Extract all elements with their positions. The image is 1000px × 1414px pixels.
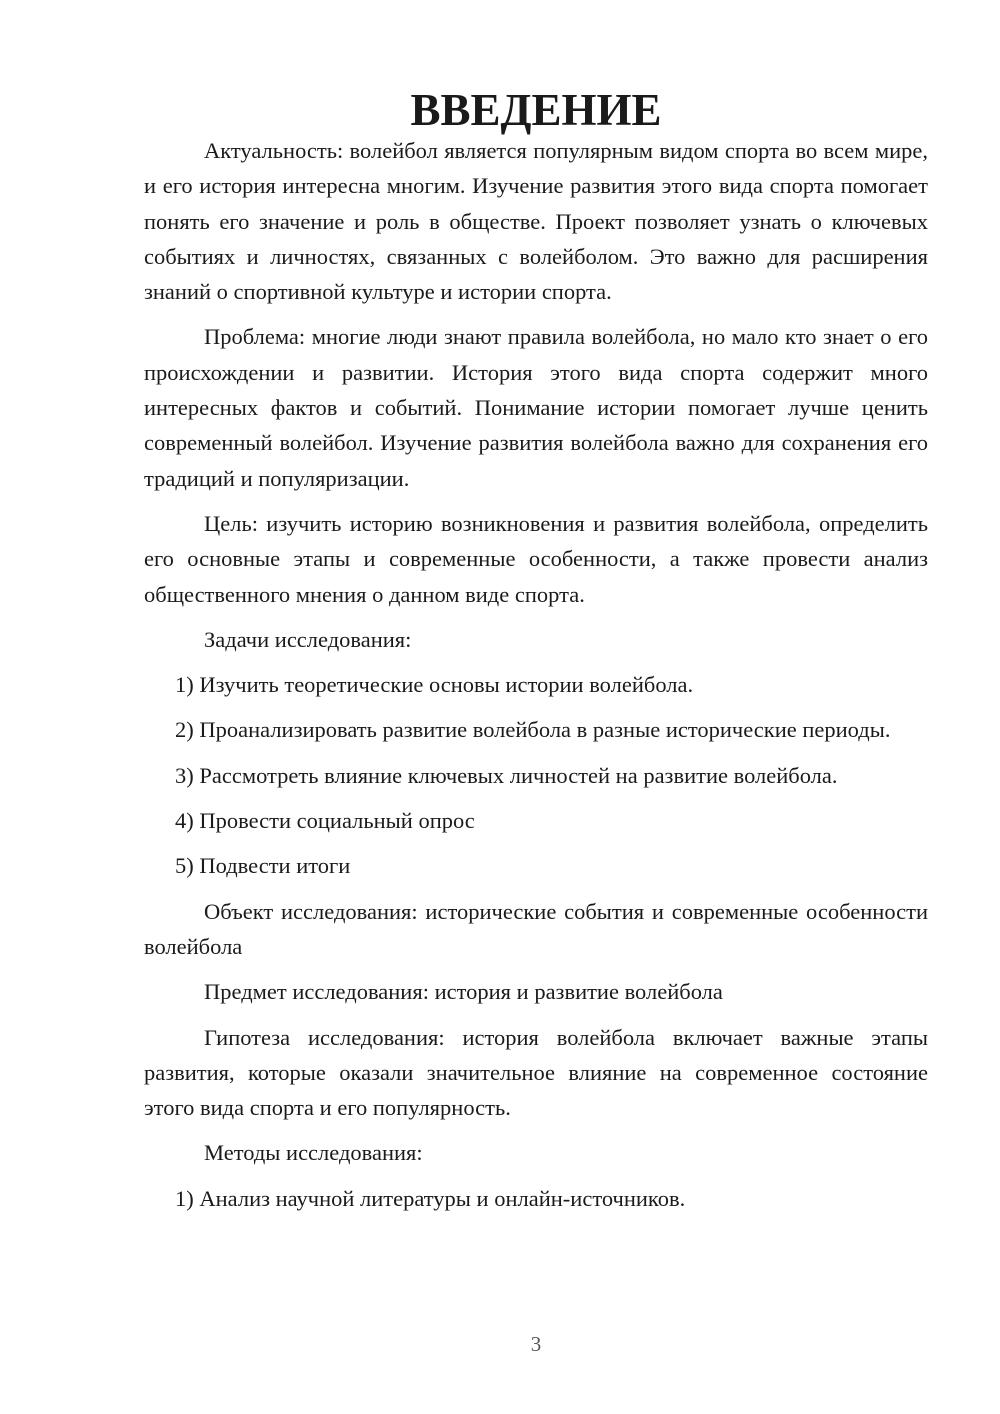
page-number: 3: [530, 1332, 542, 1356]
goal-paragraph: Цель: изучить историю возникновения и развития волейбола, определить его основные этапы и современные особенности, а также провести анализ общественного мнения о данном виде спорта.: [144, 510, 928, 607]
problem-paragraph: Проблема: многие люди знают правила волейбола, но мало кто знает о его происхождении и развитии. История этого вида спорта содержит много интересных фактов и событий. Понимание истории помогает лучше ценить современный волейбол. Изучение развития волейбола важно для сохранения его традиций и популяризации.: [144, 324, 928, 491]
page-title: ВВЕДЕНИЕ: [410, 85, 662, 135]
task-item-4: 4) Провести социальный опрос: [175, 808, 475, 834]
task-item-1: 1) Изучить теоретические основы истории волейбола.: [175, 672, 694, 698]
hypothesis-paragraph: Гипотеза исследования: история волейбола включает важные этапы развития, которые оказали значительное влияние на современное состояние этого вида спорта и его популярность.: [144, 1024, 928, 1121]
page-content: [144, 85, 928, 1226]
methods-heading: Методы исследования:: [204, 1140, 423, 1166]
method-item-1: 1) Анализ научной литературы и онлайн-источников.: [175, 1185, 686, 1211]
tasks-heading: Задачи исследования:: [204, 626, 412, 652]
subject-paragraph: Предмет исследования: история и развитие волейбола: [204, 979, 723, 1005]
object-paragraph: Объект исследования: исторические события и современные особенности волейбола: [144, 898, 928, 959]
task-item-5: 5) Подвести итоги: [175, 853, 351, 879]
task-item-3: 3) Рассмотреть влияние ключевых личностей на развитие волейбола.: [175, 762, 838, 788]
relevance-paragraph: Актуальность: волейбол является популярным видом спорта во всем мире, и его история интересна многим. Изучение развития этого вида спорта помогает понять его значение и роль в обществе. Проект позволяет узнать о ключевых событиях и личностях, связанных с волейболом. Это важно для расширения знаний о спортивной культуре и истории спорта.: [144, 138, 928, 305]
task-item-2: 2) Проанализировать развитие волейбола в разные исторические периоды.: [175, 717, 891, 743]
